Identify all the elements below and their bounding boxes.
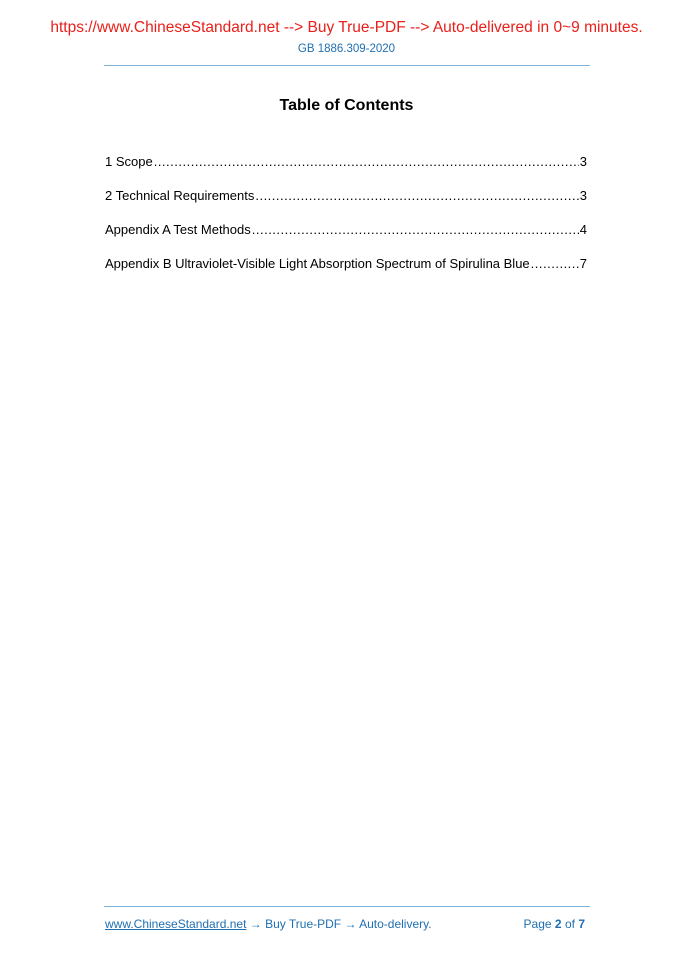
toc-entry-label: 2 Technical Requirements — [105, 188, 255, 203]
toc-entry-appendix-b[interactable] — [105, 255, 587, 289]
toc-title: Table of Contents — [279, 97, 414, 114]
toc-leader-dots — [154, 153, 579, 170]
toc-entry-label: Appendix B Ultraviolet-Visible Light Absorption Spectrum of Spirulina Blue — [105, 256, 530, 271]
toc-leader-dots — [255, 187, 578, 204]
toc-entry-technical-requirements[interactable] — [105, 187, 587, 221]
page-total: 7 — [578, 917, 585, 931]
header-divider — [104, 65, 590, 66]
page-number — [524, 916, 585, 932]
toc-entry-page: 3 — [579, 188, 587, 203]
toc-leader-dots — [531, 255, 579, 272]
promo-banner[interactable]: https://www.ChineseStandard.net --> Buy True-PDF --> Auto-delivered in 0~9 minutes. — [50, 19, 643, 36]
footer-site-link[interactable]: www.ChineseStandard.net — [105, 917, 247, 931]
toc-entry-scope[interactable] — [105, 153, 587, 187]
page-label: Page — [523, 917, 552, 931]
toc-leader-dots — [252, 221, 579, 238]
footer-tagline: → Buy True-PDF → Auto-delivery. — [246, 917, 432, 931]
footer-links — [105, 916, 432, 932]
document-code: GB 1886.309-2020 — [297, 43, 396, 55]
toc-entry-page: 3 — [579, 154, 587, 169]
toc-entry-page: 4 — [579, 222, 587, 237]
footer-divider — [104, 906, 590, 907]
toc-list — [105, 153, 587, 289]
toc-entry-appendix-a[interactable] — [105, 221, 587, 255]
toc-entry-label: 1 Scope — [105, 154, 153, 169]
toc-entry-label: Appendix A Test Methods — [105, 222, 251, 237]
page-current: 2 — [554, 917, 562, 931]
page-of: of — [564, 917, 575, 931]
toc-entry-page: 7 — [579, 256, 587, 271]
